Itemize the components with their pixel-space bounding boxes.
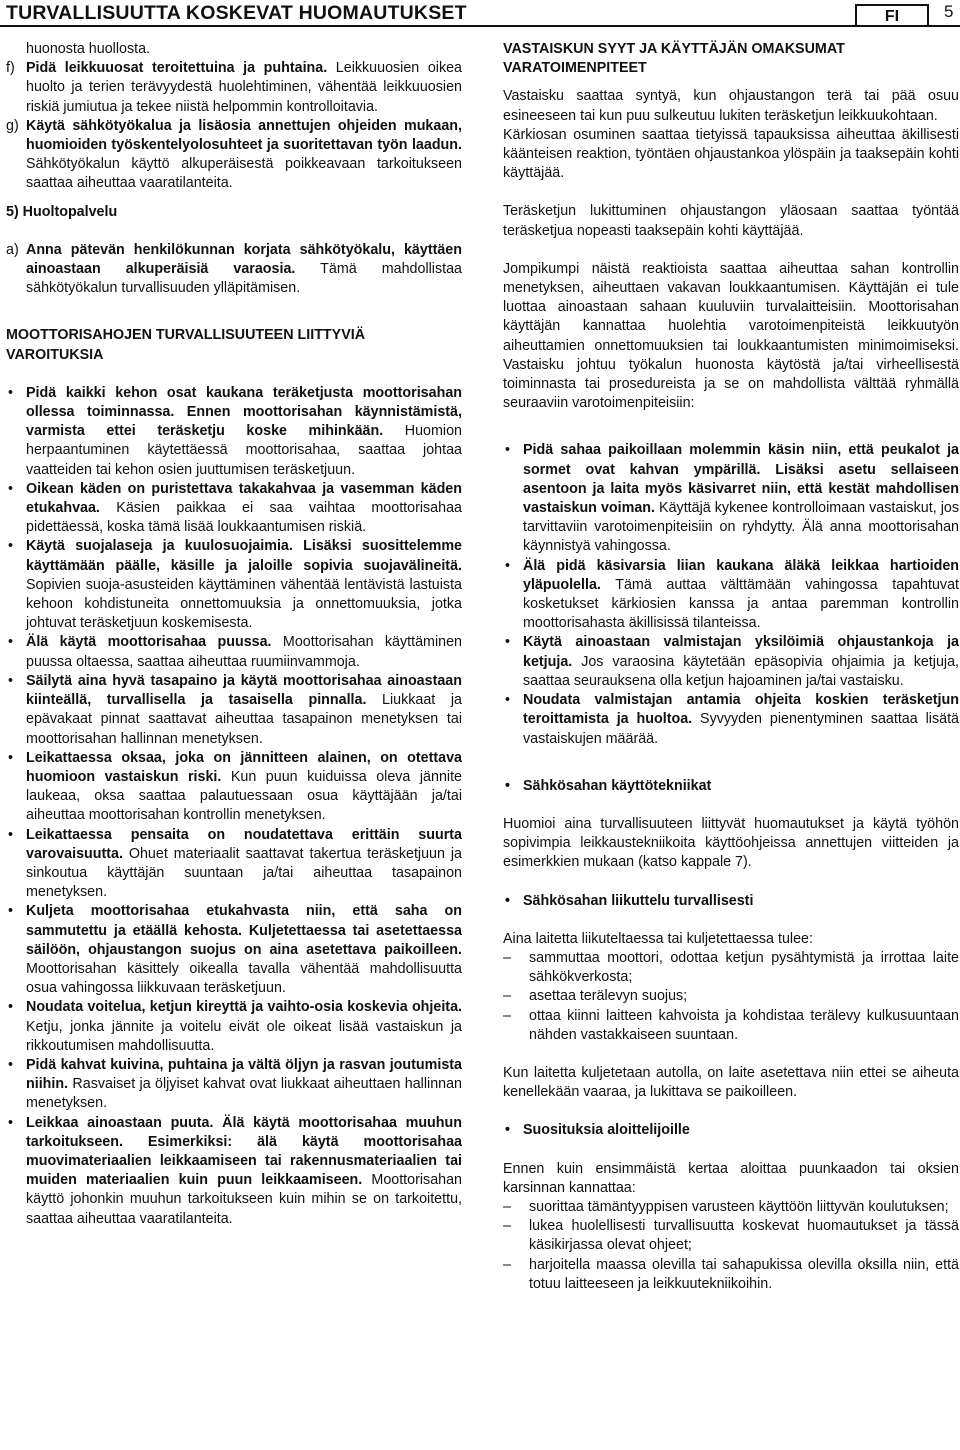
list-item: [6, 998, 462, 1056]
item-text: Tämä mahdollistaa sähkötyökalun turvallisuuden ylläpitämisen.: [26, 261, 462, 297]
warning-list: [6, 384, 462, 1229]
item-bold: Säilytä aina hyvä tasapaino ja käytä moottorisahaa ainoastaan kiinteällä, turvallisella ja tasaisella pinnalla.: [26, 672, 462, 709]
moving-item: – ottaa kiinni laitteen kahvoista ja kohdistaa terälevy kulkusuuntaan nähden vastakkaiseen suuntaan.: [503, 1007, 959, 1045]
item-g: [6, 117, 462, 194]
precaution-list: [503, 441, 959, 748]
item-bold: Käytä sähkötyökalua ja lisäosia annettujen ohjeiden mukaan, huomioiden työskentelyolosuhteet ja suoritettavan työn laadun.: [26, 117, 462, 154]
list-item: [6, 672, 462, 749]
item-label: a): [6, 241, 19, 258]
item-text: Moottorisahan käyttö johonkin muuhun tarkoitukseen kuin mihin se on tarkoitettu, saattaa aiheuttaa vaaratilanteita.: [26, 1172, 463, 1227]
kickback-paragraph: Teräsketjun lukittuminen ohjaustangon yläosaan saattaa työntää teräsketjua nopeasti taaksepäin kohti käyttäjää.: [503, 203, 959, 239]
header-rule: [0, 25, 960, 27]
item-bold: Pidä sahaa paikoillaan molemmin käsin niin, että peukalot ja sormet ovat kahvan ympärillä. Lisäksi asetu sellaiseen asentoon ja laita myös käsivarret niin, että kestät mahdollisen vastaiskun voiman.: [523, 442, 959, 517]
item-bold: Käytä ainoastaan valmistajan yksilöimiä ohjaustankoja ja ketjuja.: [523, 634, 959, 670]
item-bold: Käytä suojalaseja ja kuulosuojaimia. Lisäksi suosittelemme käyttämään päälle, käsille ja jaloille sopivia suojavälineitä.: [26, 538, 462, 574]
item-text: Ketju, jonka jännite ja voitelu eivät ole oikeat lisää vastaiskun ja rikkoutumisen mahdollisuutta.: [26, 1018, 462, 1054]
kickback-paragraph: Kärkiosan osuminen saattaa tietyissä tapauksissa aiheuttaa äkillisesti käänteisen reaktion, työntäen ohjaustankoa ylöspäin ja taaksepäin kohti käyttäjää.: [503, 126, 959, 182]
item-text: Huomion herpaantuminen käytettäessä moottorisahaa, saattaa johtaa vaatteiden tai kehon osien juuttumisen teräsketjuun.: [26, 423, 462, 478]
list-item: [6, 480, 462, 538]
item-bold: Noudata voitelua, ketjun kireyttä ja vaihto-osia koskevia ohjeita.: [26, 999, 462, 1016]
item-label: f): [6, 60, 15, 77]
item-bold: Leikattaessa pensaita on noudatettava erittäin suurta varovaisuutta.: [26, 826, 462, 862]
moving-intro: Aina laitetta liikuteltaessa tai kuljetettaessa tulee:: [503, 930, 813, 947]
item-text: Rasvaiset ja öljyiset kahvat ovat liukkaat aiheuttaen hallinnan menetyksen.: [26, 1076, 462, 1112]
techniques-text: Huomioi aina turvallisuuteen liittyvät huomautukset ja käytä työhön sopivimpia leikkaustekniikoita käyttöohjeissa annettujen viitteiden ja esimerkkien mukaan (katso kappale 7).: [503, 815, 959, 871]
moving-heading: • Sähkösahan liikuttelu turvallisesti: [503, 892, 959, 911]
moving-item: – sammuttaa moottori, odottaa ketjun pysähtymistä ja irrottaa laite sähkökverkosta;: [503, 949, 959, 987]
list-item: [6, 384, 462, 480]
list-item: [6, 1114, 462, 1229]
techniques-heading: • Sähkösahan käyttötekniikat: [503, 777, 959, 796]
moving-text: Kun laitetta kuljetetaan autolla, on laite asetettava niin ettei se aiheuta kenellekään vaaraa, ja lukittava se paikoilleen.: [503, 1064, 959, 1101]
service-heading: 5) Huoltopalvelu: [6, 203, 118, 220]
item-bold: Kuljeta moottorisahaa etukahvasta niin, että saha on sammutettu ja etäällä kehosta. Kuljetettaessa tai asetettaessa säilöön, ohjaustangon suojus on aina asetettava paikoilleen.: [26, 903, 462, 958]
item-text: Moottorisahan käsittely oikealla tavalla vähentää mahdollisuutta osua vahingossa liikkuvaan teräsketjuun.: [26, 960, 462, 997]
item-text: Kun puun kuiduissa oleva jännite laukeaa, oksa saattaa palautuessaan osua käyttäjään ja/tai aiheuttaa moottorisahan kontrollin menetyksen.: [26, 768, 463, 824]
left-column: [6, 40, 462, 1229]
item-bold: Pidä kaikki kehon osat kaukana teräketjusta moottorisahan ollessa toiminnassa. Ennen moottorisahan käynnistämistä, varmista ettei teräsketju koske mihinkään.: [26, 384, 462, 440]
item-text: Tämä auttaa välttämään vahingossa tapahtuvat kosketukset kärkiosien kanssa ja antaa paremman kontrollin moottorisahasta äkillisissä tilanteissa.: [523, 576, 959, 632]
section-heading: MOOTTORISAHOJEN TURVALLISUUTEEN LIITTYVIÄ VAROITUKSIA: [6, 327, 366, 363]
item-text: Liukkaat ja epävakaat pinnat saattavat aiheuttaa tasapainon menetyksen tai moottorisahan hallinnan menetyksen.: [26, 692, 462, 747]
list-item: [6, 826, 462, 903]
item-bold: Pidä leikkuuosat teroitettuina ja puhtaina.: [26, 60, 328, 77]
list-item: [6, 1056, 462, 1114]
item-bold: Leikattaessa oksaa, joka on jännitteen alainen, on otettava huomioon vastaiskun riski.: [26, 749, 462, 785]
item-bold: Leikkaa ainoastaan puuta. Älä käytä moottorisahaa muuhun tarkoitukseen. Esimerkiksi: älä käytä moottorisahaa muovimateriaalien leikkaamiseen tai rakennusmateriaalien tai muiden materiaalien kuin puun leikkaamiseen.: [26, 1114, 462, 1189]
item-text: Käyttäjä kykenee kontrolloimaan vastaiskut, jos tarvittaviin varotoimenpiteisiin on ryhdytty. Älä anna moottorisahan käynnistyä vahingossa.: [523, 500, 959, 555]
page-number: 5: [944, 2, 954, 21]
continued-text: huonosta huollosta.: [26, 41, 151, 57]
header-title: TURVALLISUUTTA KOSKEVAT HUOMAUTUKSET: [6, 2, 467, 24]
right-column: [503, 40, 959, 1294]
list-item: [6, 902, 462, 998]
item-text: Jos varaosina käytetään epäsopivia ohjaimia ja ketjuja, saattaa seurauksena olla ketjun hajoaminen ja/tai vastaisku.: [523, 653, 959, 689]
beginners-item: – lukea huolellisesti turvallisuutta koskevat huomautukset ja tässä käsikirjassa olevat ohjeet;: [503, 1217, 959, 1255]
beginners-item: – suorittaa tämäntyyppisen varusteen käyttöön liittyvän koulutuksen;: [503, 1198, 959, 1217]
page-header: [0, 0, 960, 24]
item-text: Sopivien suoja-asusteiden käyttäminen vähentää lentävistä lastuista kehoon kohdistuneita onnettomuuksia ja onnettomuuksia, jotka johtuvat teräsketjuun koskemisesta.: [26, 576, 462, 632]
item-f: [6, 59, 462, 117]
list-item: [503, 441, 959, 556]
item-bold: Älä pidä käsivarsia liian kaukana äläkä leikkaa hartioiden yläpuolella.: [523, 557, 959, 593]
list-item: [503, 691, 959, 749]
item-text: Käsien paikkaa ei saa vaihtaa moottorisahaa pidettäessä, koska tämä lisää loukkaantumisen riskiä.: [26, 500, 462, 536]
beginners-intro: Ennen kuin ensimmäistä kertaa aloittaa puunkaadon tai oksien karsinnan kannattaa:: [503, 1160, 959, 1196]
kickback-heading: VASTAISKUN SYYT JA KÄYTTÄJÄN OMAKSUMAT VARATOIMENPITEET: [503, 41, 845, 77]
list-item: [503, 633, 959, 691]
item-text: Sähkötyökalun käyttö alkuperäisestä poikkeavaan tarkoitukseen saattaa aiheuttaa vaaratilanteita.: [26, 156, 462, 192]
item-bold: Pidä kahvat kuivina, puhtaina ja vältä öljyn ja rasvan joutumista niihin.: [26, 1056, 462, 1093]
kickback-paragraph: Vastaisku saattaa syntyä, kun ohjaustangon terä tai pää osuu esineeseen tai kun puu sulkeutuu lukiten teräsketjun leikkuukohtaan.: [503, 88, 959, 124]
item-bold: Noudata valmistajan antamia ohjeita koskien teräsketjun teroittamista ja huoltoa.: [523, 692, 959, 728]
moving-item: – asettaa terälevyn suojus;: [503, 987, 959, 1006]
list-item: [6, 537, 462, 633]
item-bold: Oikean käden on puristettava takakahvaa ja vasemman käden etukahvaa.: [26, 480, 462, 517]
item-a: [6, 241, 462, 299]
list-item: [6, 749, 462, 826]
list-item: [503, 557, 959, 634]
item-bold: Älä käytä moottorisahaa puussa.: [26, 634, 272, 651]
list-item: [6, 633, 462, 671]
item-bold: Anna pätevän henkilökunnan korjata sähkötyökalu, käyttäen ainoastaan alkuperäisiä varaosia.: [26, 241, 462, 278]
item-text: Syvyyden pienentyminen saattaa lisätä vastaiskujen määrää.: [523, 711, 959, 747]
language-tab: FI: [855, 4, 929, 26]
beginners-item: – harjoitella maassa olevilla tai sahapukissa olevilla oksilla niin, että totuu laitteeseen ja leikkuutekniikoihin.: [503, 1256, 959, 1294]
item-text: Leikkuuosien oikea huolto ja terien terävyydestä huolehtiminen, vähentää leikkuuosien riskiä jumiutua ja tekee niistä helpommin kontrolloitavia.: [26, 60, 462, 115]
item-text: Ohuet materiaalit saattavat takertua teräsketjuun ja sinkoutua käyttäjän suuntaan ja/tai aiheuttaa tasapainon menetyksen.: [26, 845, 462, 901]
beginners-heading: • Suosituksia aloittelijoille: [503, 1121, 959, 1140]
item-label: g): [6, 117, 19, 134]
kickback-paragraph: Jompikumpi näistä reaktioista saattaa aiheuttaa sahan kontrollin menetyksen, aiheuttaen vakavan loukkaantumisen. Käyttäjän ei tule luottaa ainoastaan sahaan kuuluviin turvalaitteisiin. Moottorisahan käyttäjän kannattaa huolehtia varotoimenpiteistä leikkuutyön aiheuttamien onnettomuuksien tai loukkaantumisten minimoimiseksi. Vastaisku johtuu työkalun huonosta käytöstä ja/tai virheellisestä toiminnasta tai prosedureista ja se on mahdollista välttää ryhmällä seuraaviin varotoimenpiteisiin:: [503, 260, 959, 412]
item-text: Moottorisahan käyttäminen puussa oltaessa, saattaa aiheuttaa ruumiinvammoja.: [26, 634, 462, 670]
